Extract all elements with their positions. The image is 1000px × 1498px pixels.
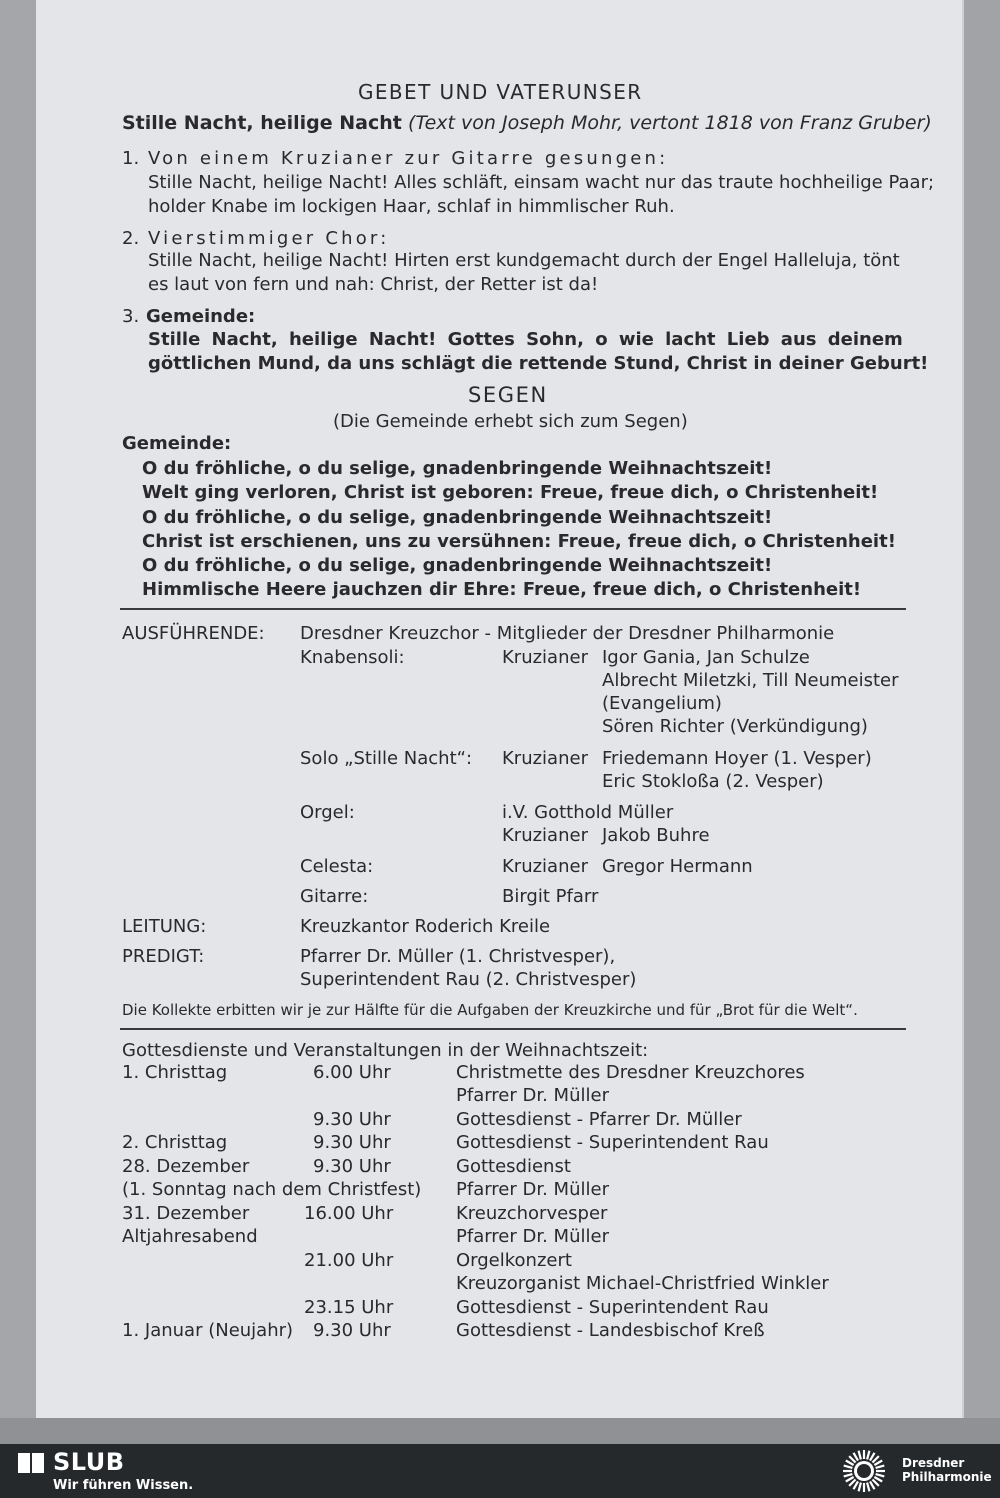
credits-name: Igor Gania, Jan Schulze (602, 647, 810, 668)
logo-ray (870, 1453, 875, 1461)
credits-label-predigt: PREDIGT: (122, 946, 205, 967)
verse-performer: Gemeinde: (146, 306, 256, 327)
schedule-event: Christmette des Dresdner Kreuzchores (456, 1062, 805, 1083)
logo-ray (859, 1483, 861, 1492)
credits-label-leitung: LEITUNG: (122, 916, 207, 937)
credits-name: Sören Richter (Verkündigung) (602, 716, 868, 737)
logo-ray (874, 1461, 882, 1466)
logo-ray (846, 1477, 854, 1482)
schedule-event: Pfarrer Dr. Müller (456, 1085, 609, 1106)
schedule-day: 1. Januar (Neujahr) (122, 1320, 294, 1341)
logo-ray (876, 1466, 885, 1468)
logo-ray (874, 1477, 882, 1482)
section-heading-segen: SEGEN (468, 383, 548, 407)
page-edge-right (964, 0, 1000, 1418)
verse-number: 3. (122, 306, 140, 327)
gemeinde-line: Welt ging verloren, Christ ist geboren: Freue, freue dich, o Christenheit! (142, 482, 879, 503)
credits-prefix: Kruzianer (502, 825, 588, 846)
footer-bar (0, 1444, 1000, 1498)
credits-value-ausfuehrende: Dresdner Kreuzchor - Mitglieder der Dresdner Philharmonie (300, 623, 835, 644)
logo-ray (867, 1483, 869, 1492)
philharmonie-logo-icon[interactable] (838, 1447, 890, 1495)
schedule-event: Kreuzorganist Michael-Christfried Winkler (456, 1273, 829, 1294)
hymn-title: Stille Nacht, heilige Nacht (122, 112, 402, 134)
schedule-day: 28. Dezember (122, 1156, 250, 1177)
gemeinde-line: O du fröhliche, o du selige, gnadenbringende Weihnachtszeit! (142, 555, 773, 576)
section-heading-gebet: GEBET UND VATERUNSER (358, 80, 643, 104)
credits-name: Gregor Hermann (602, 856, 753, 877)
schedule-event: Kreuzchorvesper (456, 1203, 608, 1224)
slub-logo-icon[interactable] (18, 1453, 44, 1473)
logo-ray (854, 1481, 859, 1489)
divider (120, 1028, 906, 1030)
verse-line: Stille Nacht, heilige Nacht! Hirten erst kundgemacht durch der Engel Halleluja, tönt (148, 250, 900, 271)
schedule-event: Gottesdienst - Pfarrer Dr. Müller (456, 1109, 742, 1130)
logo-ray (876, 1474, 885, 1476)
page-edge-left (0, 0, 36, 1418)
credits-value-predigt: Superintendent Rau (2. Christvesper) (300, 969, 637, 990)
verse-performer: Vierstimmiger Chor: (148, 228, 390, 249)
credits-role: Solo „Stille Nacht“: (300, 748, 473, 769)
verse-line: es laut von fern und nah: Christ, der Retter ist da! (148, 274, 599, 295)
logo-ray (872, 1456, 878, 1462)
credits-value-leitung: Kreuzkantor Roderich Kreile (300, 916, 551, 937)
credits-role: Knabensoli: (300, 647, 405, 668)
schedule-time: 9.30 Uhr (313, 1156, 391, 1177)
credits-prefix: Kruzianer (502, 856, 588, 877)
schedule-time: 16.00 Uhr (304, 1203, 394, 1224)
gemeinde-line: O du fröhliche, o du selige, gnadenbringende Weihnachtszeit! (142, 458, 773, 479)
kollekte-note: Die Kollekte erbitten wir je zur Hälfte für die Aufgaben der Kreuzkirche und für „Brot für die Welt“. (122, 1001, 858, 1019)
schedule-event: Gottesdienst - Superintendent Rau (456, 1132, 769, 1153)
logo-ray (859, 1451, 861, 1460)
hymn-credit: (Text von Joseph Mohr, vertont 1818 von Franz Gruber) (407, 112, 932, 134)
schedule-day: (1. Sonntag nach dem Christfest) (122, 1179, 422, 1200)
slub-tagline: Wir führen Wissen. (53, 1478, 194, 1493)
verse-line: göttlichen Mund, da uns schlägt die rettende Stund, Christ in deiner Geburt! (148, 353, 929, 374)
schedule-event: Pfarrer Dr. Müller (456, 1226, 609, 1247)
schedule-time: 23.15 Uhr (304, 1297, 394, 1318)
hymn-title-line (122, 112, 932, 134)
schedule-heading: Gottesdienste und Veranstaltungen in der Weihnachtszeit: (122, 1040, 649, 1061)
logo-ray (870, 1481, 875, 1489)
schedule-day: 31. Dezember (122, 1203, 250, 1224)
gemeinde-line: O du fröhliche, o du selige, gnadenbringende Weihnachtszeit! (142, 507, 773, 528)
credits-role: Celesta: (300, 856, 374, 877)
credits-name: Jakob Buhre (602, 825, 710, 846)
verse-line: Stille Nacht, heilige Nacht! Alles schläft, einsam wacht nur das traute hochheilige Paar; (148, 172, 935, 193)
schedule-time: 9.30 Uhr (313, 1132, 391, 1153)
logo-ray (844, 1466, 853, 1468)
logo-ray (844, 1474, 853, 1476)
verse-performer: Von einem Kruzianer zur Gitarre gesungen: (148, 148, 669, 169)
credits-name: Friedemann Hoyer (1. Vesper) (602, 748, 872, 769)
logo-ray (867, 1451, 869, 1460)
credits-label-ausfuehrende: AUSFÜHRENDE: (122, 623, 265, 644)
schedule-event: Pfarrer Dr. Müller (456, 1179, 609, 1200)
schedule-event: Orgelkonzert (456, 1250, 572, 1271)
schedule-time: 21.00 Uhr (304, 1250, 394, 1271)
schedule-time: 9.30 Uhr (313, 1109, 391, 1130)
credits-role: Orgel: (300, 802, 355, 823)
credits-prefix: Birgit Pfarr (502, 886, 599, 907)
schedule-day: 2. Christtag (122, 1132, 228, 1153)
slub-wordmark[interactable]: SLUB (53, 1448, 125, 1476)
schedule-day: 1. Christtag (122, 1062, 228, 1083)
logo-ray (846, 1461, 854, 1466)
partner-name-line2: Philharmonie (902, 1470, 992, 1484)
schedule-event: Gottesdienst - Landesbischof Kreß (456, 1320, 765, 1341)
schedule-time: 6.00 Uhr (313, 1062, 391, 1083)
gemeinde-line: Christ ist erschienen, uns zu versühnen: Freue, freue dich, o Christenheit! (142, 531, 896, 552)
scan-bottom-strip (0, 1418, 1000, 1444)
verse-line: holder Knabe im lockigen Haar, schlaf in himmlischer Ruh. (148, 196, 675, 217)
credits-role: Gitarre: (300, 886, 369, 907)
logo-ray (872, 1479, 878, 1485)
schedule-event: Gottesdienst (456, 1156, 571, 1177)
logo-ray (854, 1453, 859, 1461)
schedule-event: Gottesdienst - Superintendent Rau (456, 1297, 769, 1318)
credits-name: Eric Stokloßa (2. Vesper) (602, 771, 824, 792)
verse-number: 2. (122, 228, 140, 249)
schedule-day: Altjahresabend (122, 1226, 258, 1247)
schedule-time: 9.30 Uhr (313, 1320, 391, 1341)
logo-ray (849, 1479, 855, 1485)
divider (120, 608, 906, 610)
credits-value-predigt: Pfarrer Dr. Müller (1. Christvesper), (300, 946, 616, 967)
segen-note: (Die Gemeinde erhebt sich zum Segen) (333, 411, 688, 432)
logo-ray (849, 1456, 855, 1462)
gemeinde-line: Himmlische Heere jauchzen dir Ehre: Freue, freue dich, o Christenheit! (142, 579, 862, 600)
verse-line: Stille Nacht, heilige Nacht! Gottes Sohn, o wie lacht Lieb aus deinem (148, 329, 903, 350)
partner-name-line1: Dresdner (902, 1456, 965, 1470)
credits-name: Albrecht Miletzki, Till Neumeister (602, 670, 899, 691)
gemeinde-label: Gemeinde: (122, 433, 232, 454)
credits-prefix: i.V. Gotthold Müller (502, 802, 674, 823)
credits-prefix: Kruzianer (502, 647, 588, 668)
credits-prefix: Kruzianer (502, 748, 588, 769)
verse-number: 1. (122, 148, 140, 169)
credits-name: (Evangelium) (602, 693, 722, 714)
